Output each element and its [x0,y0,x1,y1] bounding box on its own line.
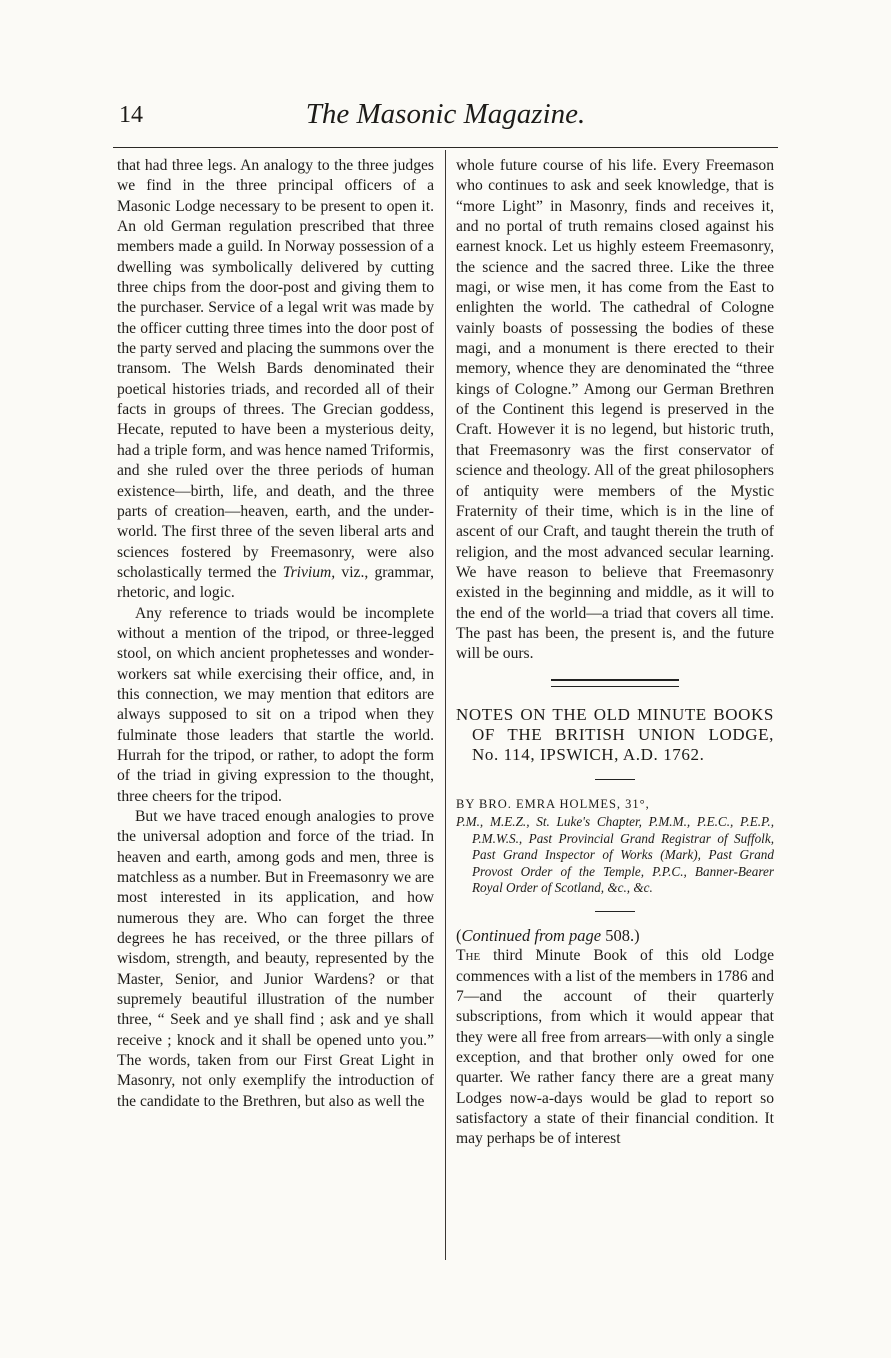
credentials-rule [595,911,635,912]
page-header [113,94,778,134]
author-byline: BY BRO. EMRA HOLMES, 31°, [456,796,650,811]
right-column [456,156,774,1150]
continued-note: (Continued from page 508.) [456,925,640,945]
section-divider [551,679,679,687]
column-divider [445,150,446,1260]
paragraph-freemasonry-three: But we have traced enough analogies to prove the universal adoption and force of the triad. In heaven and earth, among gods and men, three is matchless as a number. But in Freemasonry we are most interested in its application, and how numerous they are. Who can forget the three degrees he has received, or the three pillars of wisdom, strength, and beauty, represented by the Master, Senior, and Junior Wardens? or that supremely beautiful illustration of the number three, “ Seek and ye shall find ; ask and ye shall receive ; knock and it shall be opened unto you.” The words, taken from our First Great Light in Masonry, not only exemplify the introduction of the candidate to the Brethren, but also as well the [117,808,434,1110]
paragraph-triads-analogies [117,156,434,604]
header-rule [113,147,778,148]
article-title: NOTES ON THE OLD MINUTE BOOKS OF THE BRITISH UNION LODGE, No. 114, IPSWICH, A.D. 1762. [456,704,774,764]
title-rule [595,779,635,780]
running-title: The Masonic Magazine. [305,98,586,130]
paragraph-text: viz., grammar, rhetoric, and logic. [117,563,434,602]
paragraph-minute-book [456,946,774,1149]
paragraph-tripod: Any reference to triads would be incomplete without a mention of the tripod, or three-legged stool, on which ancient prophetesses and wonder-workers sat while exercising their office, and, in this connection, we may mention that editors are always supposed to sit on a tripod when they fulminate those leaders that startle the world. Hurrah for the tripod, or rather, to adopt the form of the triad in giving expression to the thought, three cheers for the tripod. [117,604,434,805]
left-column [117,156,434,1112]
paragraph-text: that had three legs. An analogy to the three judges we find in the three principal officers of a Masonic Lodge necessary to be present to open it. An old German regulation prescribed that three members made a guild. In Norway possession of a dwelling was symbolically delivered by cutting three chips from the door-post and giving them to the purchaser. Service of a legal writ was made by the officer cutting three times into the door post of the party served and placing the summons over the transom. The Welsh Bards denominated their poetical histories triads, and recorded all of their facts in groups of threes. The Grecian goddess, Hecate, reputed to have been a mysterious deity, had a triple form, and was hence named Triformis, and she ruled over the three periods of human existence—birth, life, and death, and the three parts of creation—heaven, earth, and the under-world. The first three of the seven liberal arts and sciences fostered by Freemasonry, were also scholastically termed the [117,157,434,581]
continued-label: Continued from page [461,925,602,945]
continued-page: 508.) [601,925,640,945]
trivium-term: Trivium, [282,563,336,581]
page-number: 14 [119,102,143,128]
first-word: The [456,947,481,965]
paragraph-continuation: whole future course of his life. Every Freemason who continues to ask and seek knowledge, that is “more Light” in Masonry, finds and receives it, and no portal of truth remains closed against his earnest knock. Let us highly esteem Freemasonry, the science and the sacred three. Like the three magi, or wise men, it has come from the East to enlighten the world. The cathedral of Cologne vainly boasts of possessing the bodies of these magi, and a monument is there erected to their memory, whence they are denominated the “three kings of Cologne.” Among our German Brethren of the Continent this legend is preserved in the Craft. However it is no legend, but historic truth, that Freemasonry was the first conservator of science and theology. All of the great philosophers of antiquity were members of the Mystic Fraternity of their time, which is in the line of ascent of our Craft, and taught therein the truth of religion, and the most advanced secular learning. We have reason to believe that Freemasonry existed in the beginning and middle, as it will to the end of the world—a triad that covers all time. The past has been, the present is, and the future will be ours. [456,157,774,663]
paragraph-text: third Minute Book of this old Lodge commences with a list of the members in 1786 and 7—and the account of their quarterly subscriptions, from which it would appear that they were all free from arrears—with only a single exception, and that brother only owed for one quarter. We rather fancy there are a great many Lodges now-a-days would be glad to report so satisfactory a state of their financial condition. It may perhaps be of interest [456,947,774,1148]
author-credentials: P.M., M.E.Z., St. Luke's Chapter, P.M.M., P.E.C., P.E.P., P.M.W.S., Past Provincial Grand Registrar of Suffolk, Past Grand Inspector of Works (Mark), Past Grand Provost Order of the Temple, P.P.C., Banner-Bearer Royal Order of Scotland, &c., &c. [456,813,774,896]
